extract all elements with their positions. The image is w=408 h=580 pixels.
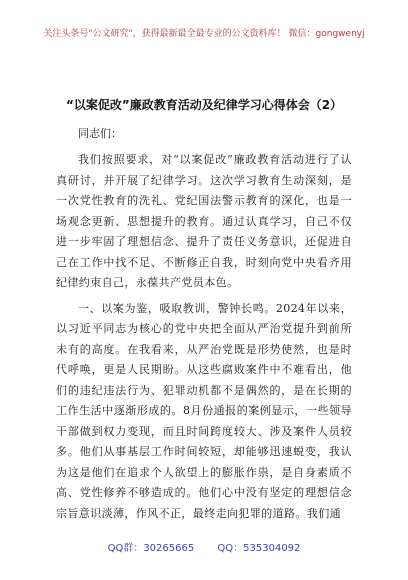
footer-qq: QQ：535304092 bbox=[217, 543, 301, 554]
paragraph-section-one: 一、以案为鉴，吸取教训，警钟长鸣。2024年以来，以习近平同志为核心的党中央把全面从严治党提升到前所未有的高度。在我看来，从严治党既是形势使然，也是时代呼唤，更是人民期盼。从这些腐败案件中不难看出，他们的违纪违法行为、犯罪动机都不是偶然的，是在长期的工作生活中逐渐形成的。8月份通报的案例显示，一些领导干部做到权力变现，而且时间跨度较大、涉及案件人员较多。他们从事基层工作时间较短，却能够迅速蜕变，我认为这是他们在追求个人欲望上的膨胀作祟，是自身素质不高、党性修养不够造成的。他们心中没有坚定的理想信念宗旨意识淡薄，作风不正，最终走向犯罪的道路。我们通 bbox=[56, 301, 352, 520]
paragraph-intro: 我们按照要求，对“以案促改”廉政教育活动进行了认真研讨，并开展了纪律学习。这次学习教育生动深刻，是一次党性教育的洗礼、党纪国法警示教育的深化，也是一场观念更新、思想提升的教育。通过认真学习，自己不仅进一步牢固了理想信念、提升了责任义务意识，还促进自己在工作中找不足、不断修正自我，时刻向党中央看齐用纪律约束自己，永葆共产党员本色。 bbox=[56, 153, 352, 289]
document-body bbox=[56, 124, 352, 529]
footer bbox=[0, 539, 408, 554]
footer-qq-group: QQ群：30265665 bbox=[107, 543, 195, 554]
document-title: “以案促改”廉政教育活动及纪律学习心得体会（2） bbox=[65, 98, 343, 112]
greeting: 同志们： bbox=[78, 127, 122, 140]
header-note: 关注头条号"公文研究"，获得最新最全最专业的公文资料库！ 微信：gongwenyj bbox=[43, 29, 365, 39]
